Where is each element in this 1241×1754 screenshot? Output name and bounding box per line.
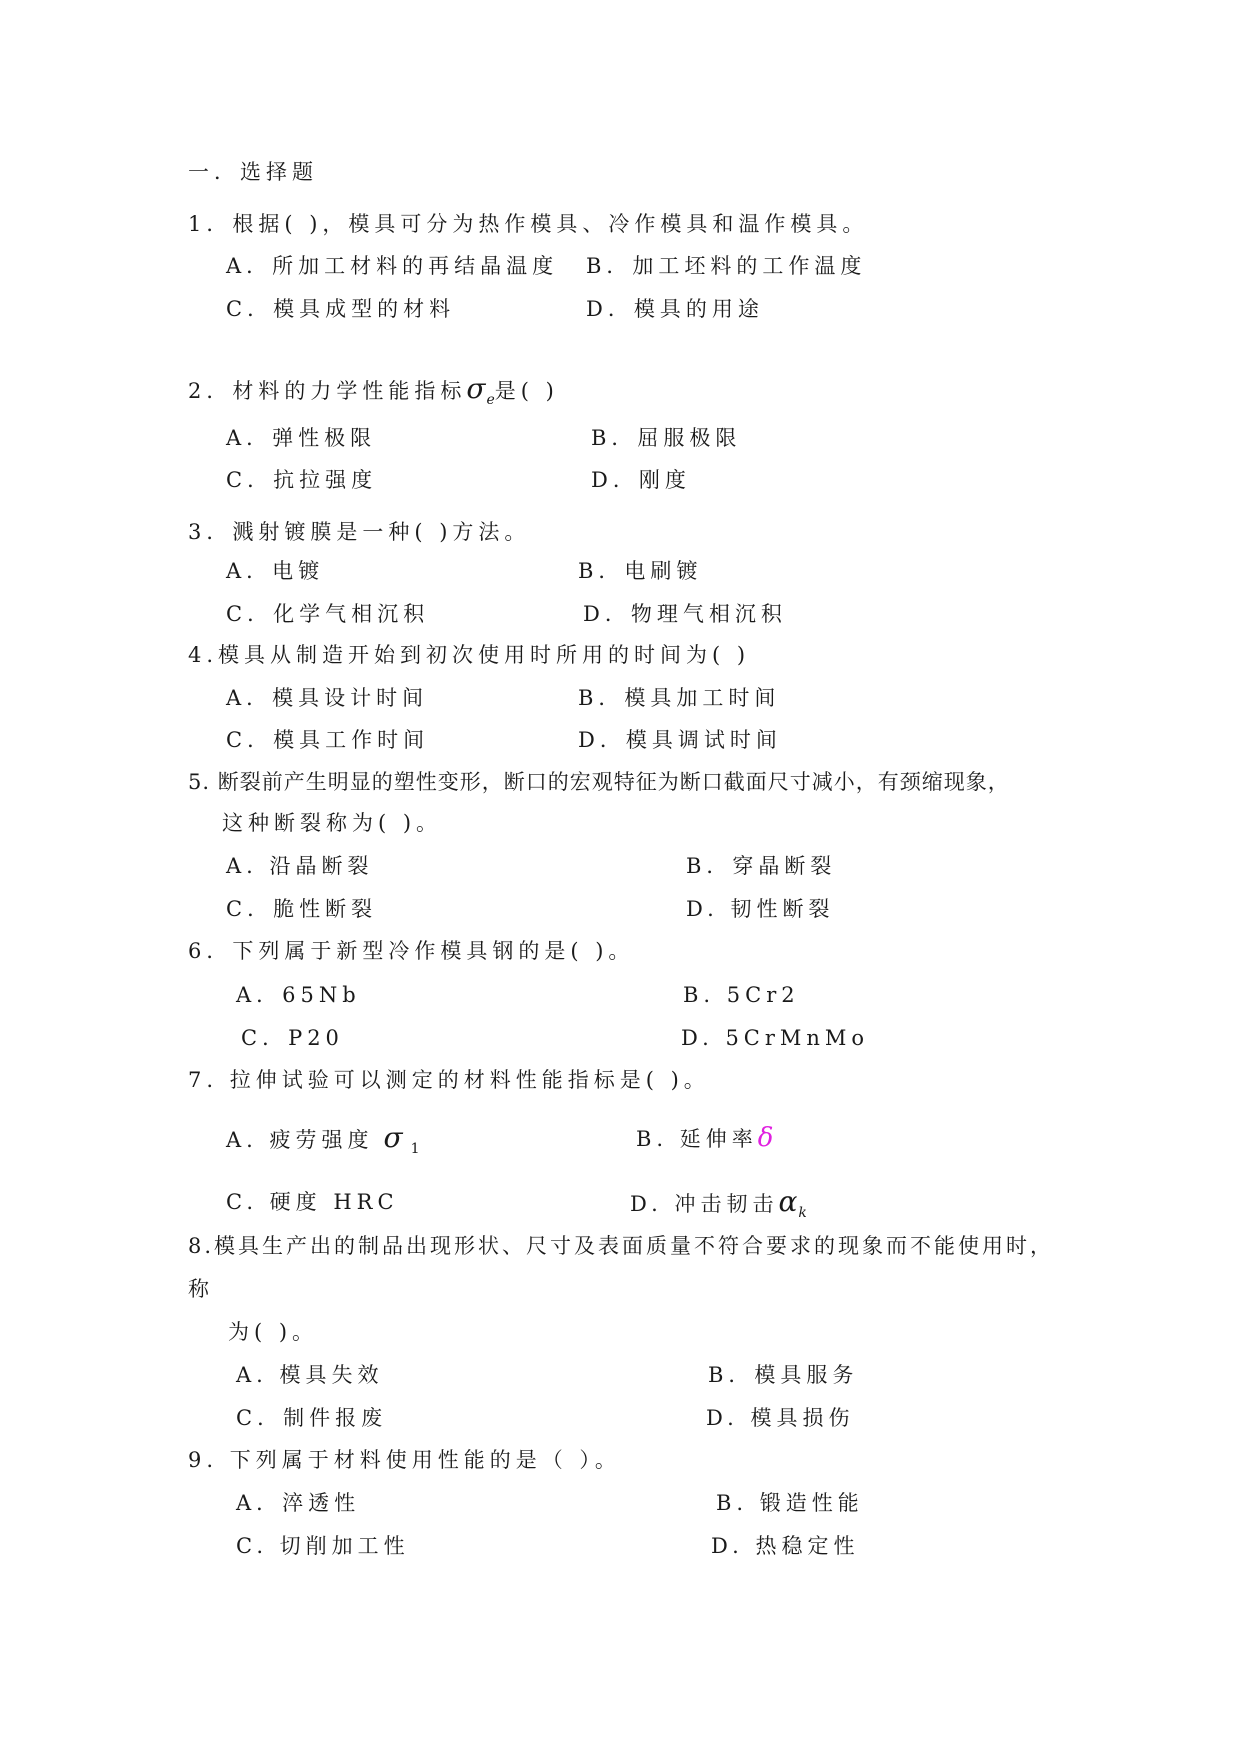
question-1-option-d: D．模具的用途 — [586, 297, 764, 321]
question-8-option-c: C．制件报废 — [236, 1406, 388, 1430]
question-4-option-d: D．模具调试时间 — [578, 728, 782, 752]
question-6-option-c: C．P20 — [241, 1026, 344, 1050]
sigma-subscript: e — [486, 392, 495, 408]
sigma-symbol: σ — [466, 372, 486, 405]
question-1-option-c: C．模具成型的材料 — [226, 297, 456, 321]
question-4-option-b: B．模具加工时间 — [578, 686, 781, 710]
question-2-stem — [188, 372, 559, 414]
question-7-option-a — [226, 1121, 420, 1163]
sigma-symbol: σ — [383, 1121, 403, 1154]
question-3-option-a: A．电镀 — [226, 559, 325, 583]
alpha-symbol: α — [778, 1185, 798, 1218]
question-9-option-c: C. 切削加工性 — [236, 1534, 410, 1558]
question-3-option-c: C．化学气相沉积 — [226, 602, 430, 626]
question-2-stem-tail: 是( ) — [494, 379, 559, 403]
question-9-option-b: B. 锻造性能 — [716, 1491, 864, 1515]
question-9-option-d: D. 热稳定性 — [711, 1534, 860, 1558]
question-4-option-c: C．模具工作时间 — [226, 728, 430, 752]
question-6-option-d: D. 5CrMnMo — [681, 1026, 870, 1050]
question-3-option-d: D．物理气相沉积 — [583, 602, 787, 626]
question-7-option-a-text: A. 疲劳强度 — [226, 1128, 374, 1152]
question-2-stem-text: 2．材料的力学性能指标 — [188, 379, 467, 403]
question-7-option-d — [630, 1185, 807, 1227]
question-2-option-c: C．抗拉强度 — [226, 468, 378, 492]
question-5-stem-line2: 这种断裂称为( )。 — [222, 811, 443, 835]
question-8-stem-line2: 称 — [188, 1277, 214, 1301]
section-title: 一．选择题 — [188, 160, 318, 184]
question-7-option-b — [636, 1124, 773, 1153]
sigma-subscript: 1 — [410, 1141, 420, 1157]
alpha-subscript: k — [798, 1205, 807, 1221]
question-7-stem: 7. 拉伸试验可以测定的材料性能指标是( )。 — [188, 1068, 710, 1092]
question-5-stem-line1: 5. 断裂前产生明显的塑性变形，断口的宏观特征为断口截面尺寸减小，有颈缩现象， — [188, 770, 1010, 794]
question-6-stem: 6．下列属于新型冷作模具钢的是( )。 — [188, 939, 635, 963]
delta-symbol: δ — [757, 1123, 774, 1153]
question-8-stem-line3: 为( )。 — [228, 1320, 319, 1344]
question-8-stem-line1: 8.模具生产出的制品出现形状、尺寸及表面质量不符合要求的现象而不能使用时， — [188, 1234, 1055, 1258]
question-9-option-a: A．淬透性 — [236, 1491, 361, 1515]
question-2-option-b: B．屈服极限 — [591, 426, 742, 450]
question-8-option-b: B．模具服务 — [708, 1363, 859, 1387]
question-6-option-a: A．65Nb — [236, 983, 361, 1007]
question-2-option-d: D．刚度 — [591, 468, 691, 492]
question-3-option-b: B．电刷镀 — [578, 559, 703, 583]
question-9-stem: 9. 下列属于材料使用性能的是（ ）。 — [188, 1448, 621, 1472]
question-4-option-a: A．模具设计时间 — [226, 686, 429, 710]
question-1-stem: 1．根据( )，模具可分为热作模具、冷作模具和温作模具。 — [188, 212, 869, 236]
question-7-option-c: C. 硬度 HRC — [226, 1190, 399, 1214]
question-1-option-b: B．加工坯料的工作温度 — [586, 254, 867, 278]
question-1-option-a: A．所加工材料的再结晶温度 — [226, 254, 559, 278]
question-8-option-d: D. 模具损伤 — [706, 1406, 855, 1430]
question-2-option-a: A．弹性极限 — [226, 426, 377, 450]
question-7-option-d-text: D. 冲击韧击 — [630, 1192, 779, 1216]
question-5-option-b: B．穿晶断裂 — [686, 854, 837, 878]
question-6-option-b: B. 5Cr2 — [683, 983, 800, 1007]
question-4-stem: 4.模具从制造开始到初次使用时所用的时间为( ) — [188, 643, 751, 667]
question-3-stem: 3．溅射镀膜是一种( )方法。 — [188, 520, 531, 544]
question-5-option-d: D. 韧性断裂 — [686, 897, 835, 921]
question-8-option-a: A. 模具失效 — [236, 1363, 384, 1387]
question-5-option-a: A. 沿晶断裂 — [226, 854, 374, 878]
question-7-option-b-text: B. 延伸率 — [636, 1127, 758, 1151]
question-5-option-c: C．脆性断裂 — [226, 897, 378, 921]
